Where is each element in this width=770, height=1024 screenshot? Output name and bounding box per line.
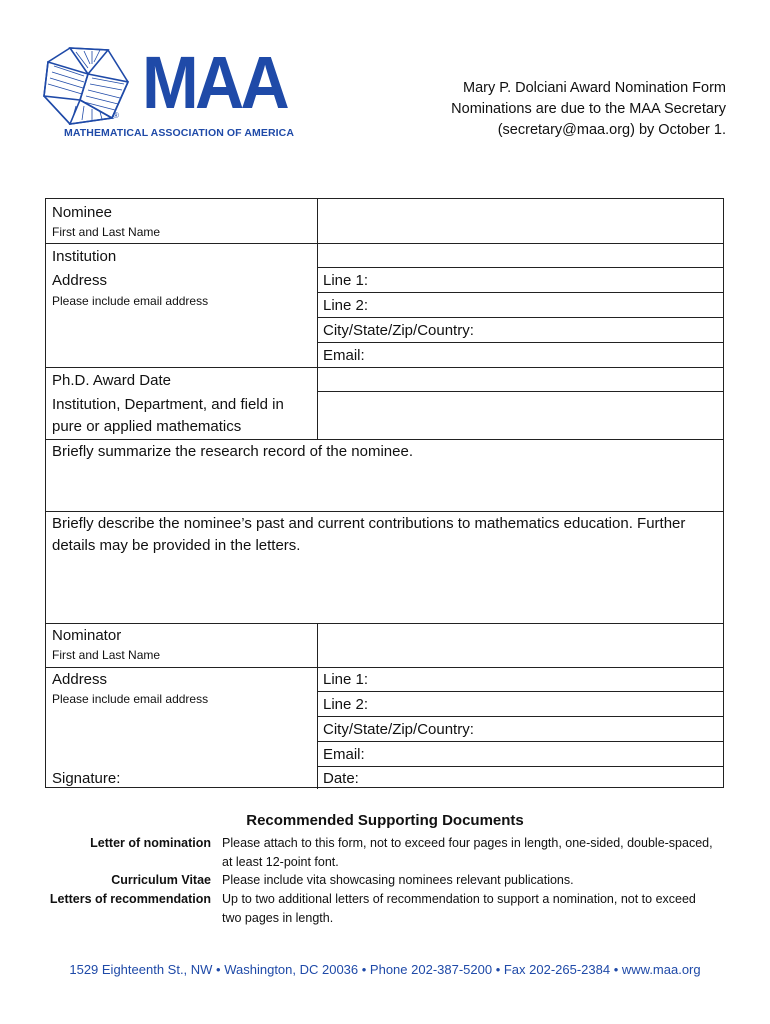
nominee-name-field[interactable] (318, 199, 723, 243)
date-field[interactable]: Date: (323, 770, 359, 787)
research-textarea[interactable] (46, 463, 723, 511)
doc-desc-recommendation-letters (222, 890, 722, 927)
form-header (451, 78, 726, 141)
due-line: Nominations are due to the MAA Secretary (451, 101, 726, 117)
due-date-line: (secretary@maa.org) by October 1. (497, 122, 726, 138)
doc-desc-line: Up to two additional letters of recommendation to support a nomination, not to exceed (222, 892, 696, 906)
nominator-address-label: Address (52, 671, 108, 688)
dept-field-input[interactable] (318, 392, 723, 439)
contributions-prompt-line2: details may be provided in the letters. (52, 537, 301, 554)
contributions-prompt-line1: Briefly describe the nominee’s past and current contributions to mathematics education. Further (52, 515, 686, 532)
phd-date-label: Ph.D. Award Date (52, 372, 171, 389)
dept-field-label-line1: Institution, Department, and field in (52, 396, 284, 413)
address-sublabel: Please include email address (52, 294, 209, 308)
nomination-table (45, 198, 724, 788)
maa-logo (40, 41, 295, 144)
city-state-field[interactable]: City/State/Zip/Country: (323, 322, 474, 339)
nominator-city-field[interactable]: City/State/Zip/Country: (323, 721, 474, 738)
nominator-label: Nominator (52, 627, 122, 644)
doc-desc-cv: Please include vita showcasing nominees relevant publications. (222, 873, 574, 887)
doc-desc-line: two pages in length. (222, 910, 334, 925)
research-prompt: Briefly summarize the research record of the nominee. (52, 443, 413, 460)
nominator-address-sublabel: Please include email address (52, 692, 209, 706)
form-title: Mary P. Dolciani Award Nomination Form (463, 80, 726, 96)
contributions-textarea[interactable] (46, 557, 723, 623)
logo-subtitle: MATHEMATICAL ASSOCIATION OF AMERICA (64, 127, 295, 139)
nominee-label: Nominee (52, 204, 113, 221)
doc-desc-line: Please attach to this form, not to exceed four pages in length, one-sided, double-spaced, (222, 836, 713, 850)
nominator-name-field[interactable] (318, 624, 723, 667)
nominator-email-field[interactable]: Email: (323, 746, 365, 763)
nominator-sublabel: First and Last Name (52, 648, 161, 662)
nominee-sublabel: First and Last Name (52, 225, 161, 239)
footer-contact: 1529 Eighteenth St., NW • Washington, DC 20036 • Phone 202-387-5200 • Fax 202-265-2384 • www.maa.org (69, 962, 701, 977)
institution-field[interactable] (318, 244, 723, 267)
signature-field[interactable]: Signature: (52, 770, 121, 787)
doc-desc-nomination-letter (222, 834, 722, 871)
logo-wordmark: MAA (142, 41, 287, 124)
doc-key-recommendation-letters: Letters of recommendation (49, 892, 211, 906)
institution-label: Institution (52, 248, 117, 265)
doc-key-cv: Curriculum Vitae (111, 873, 211, 887)
nominator-line1-field[interactable]: Line 1: (323, 671, 369, 688)
dept-field-label-line2: pure or applied mathematics (52, 418, 242, 435)
doc-key-nomination-letter: Letter of nomination (90, 836, 211, 850)
address-label: Address (52, 272, 108, 289)
line1-field[interactable]: Line 1: (323, 272, 369, 289)
line2-field[interactable]: Line 2: (323, 297, 369, 314)
nominator-line2-field[interactable]: Line 2: (323, 696, 369, 713)
email-field[interactable]: Email: (323, 347, 365, 364)
registered-mark: ® (113, 111, 119, 120)
supporting-docs-title: Recommended Supporting Documents (246, 812, 524, 829)
doc-desc-line: at least 12-point font. (222, 854, 339, 869)
phd-date-field[interactable] (318, 368, 723, 391)
